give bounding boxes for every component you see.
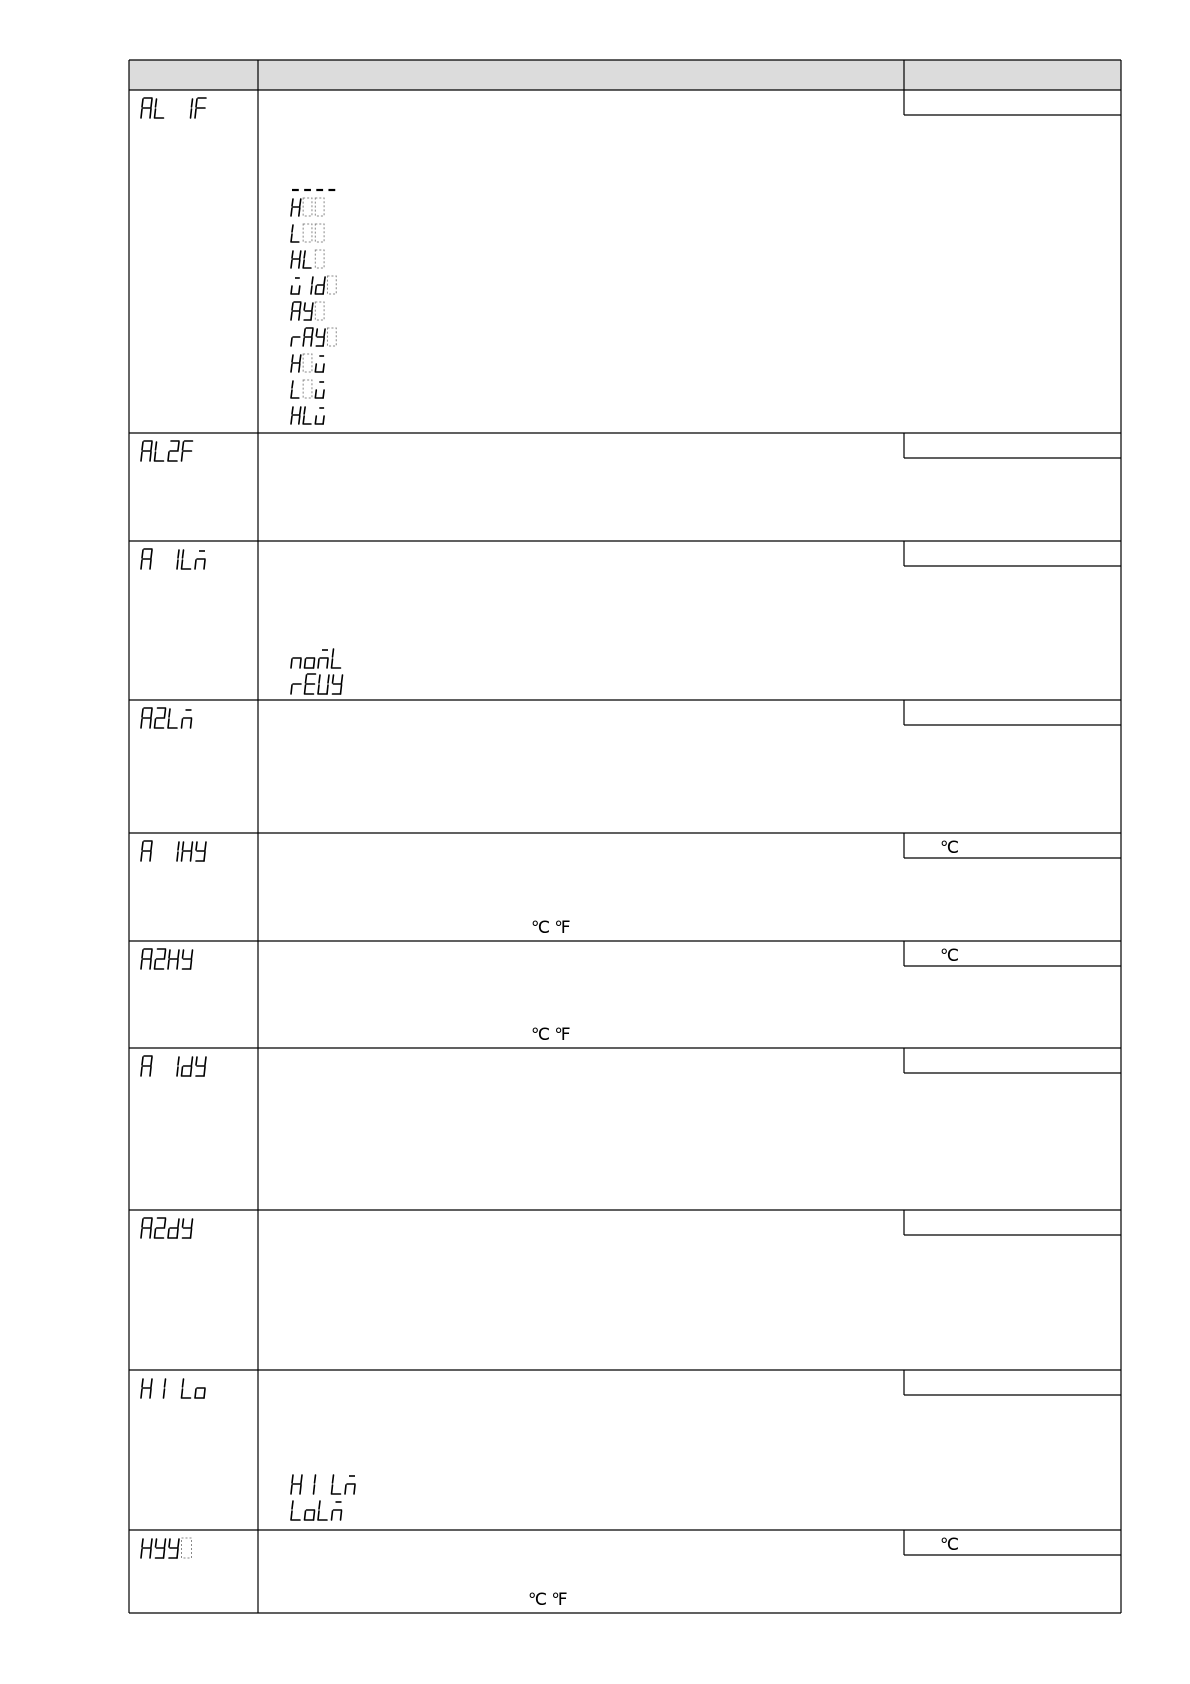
option-item (290, 250, 324, 269)
table-row (129, 1210, 1121, 1370)
parameter-code (140, 98, 206, 119)
option-list (290, 189, 336, 425)
table-row (129, 433, 1121, 541)
option-item (290, 407, 324, 425)
parameter-code (140, 841, 206, 862)
option-item (290, 674, 343, 695)
option-item (290, 302, 324, 321)
parameter-code (140, 441, 193, 462)
option-list (290, 649, 343, 695)
parameter-code (140, 949, 193, 970)
default-value: ℃ (940, 946, 960, 965)
table-row (129, 541, 1121, 700)
option-item (290, 354, 324, 373)
header-row (129, 60, 1121, 90)
option-item (290, 1475, 355, 1495)
table-row (129, 833, 1121, 941)
option-list (290, 1475, 355, 1521)
svg-text:----: ---- (290, 190, 293, 191)
parameter-code (140, 549, 205, 570)
unit-note: ℃ ℉ (528, 1590, 568, 1609)
table-row (129, 1048, 1121, 1210)
parameter-code (140, 1218, 193, 1239)
parameter-code (140, 1538, 192, 1559)
option-item (290, 649, 341, 669)
table-row (129, 90, 1121, 433)
option-item (290, 380, 324, 399)
parameter-code (140, 1379, 205, 1399)
parameter-code (140, 1056, 206, 1077)
option-item (290, 328, 336, 347)
option-item (290, 198, 324, 217)
table-row (129, 1530, 1121, 1613)
default-value: ℃ (940, 1535, 960, 1554)
default-value: ℃ (940, 838, 960, 857)
unit-note: ℃ ℉ (531, 918, 571, 937)
unit-note: ℃ ℉ (531, 1025, 571, 1044)
parameter-code (140, 708, 192, 729)
table-row (129, 941, 1121, 1048)
table-row (129, 1370, 1121, 1530)
option-item (290, 189, 335, 191)
option-item (290, 276, 336, 295)
option-item (290, 1501, 342, 1521)
table-row (129, 700, 1121, 833)
option-item (290, 224, 324, 243)
